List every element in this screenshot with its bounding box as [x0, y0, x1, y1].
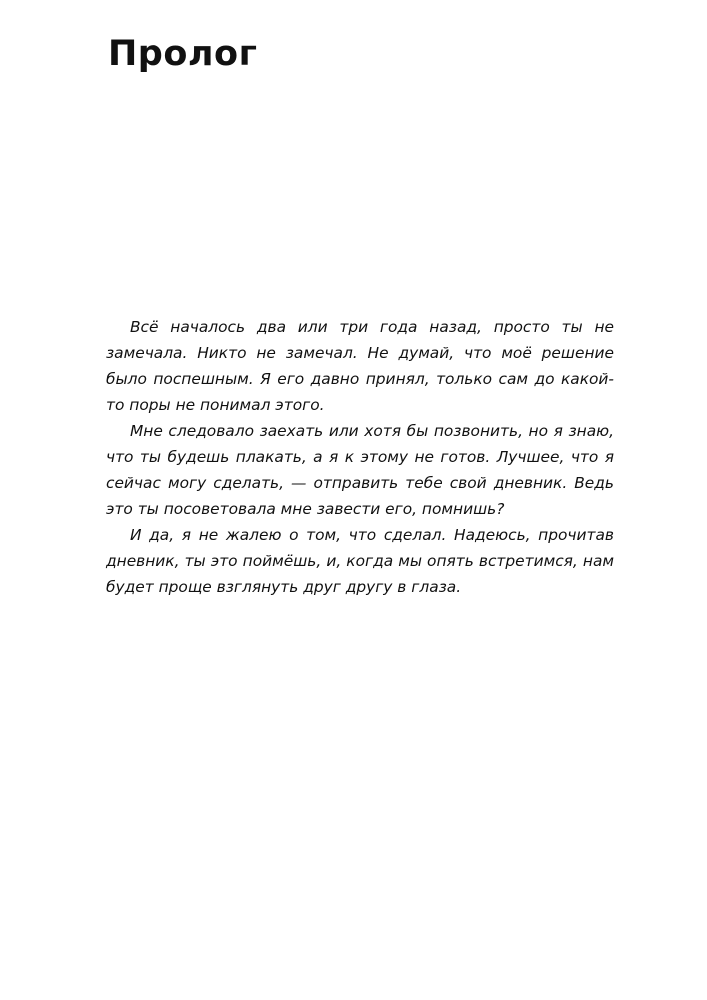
prologue-body	[106, 314, 614, 600]
paragraph-2: Мне следовало заехать или хотя бы позвонить, но я знаю, что ты будешь плакать, а я к этому не готов. Лучшее, что я сейчас могу сделать, — отправить тебе свой дневник. Ведь это ты посоветовала мне завести его, помнишь?	[106, 422, 614, 518]
paragraph-3: И да, я не жалею о том, что сделал. Надеюсь, прочитав дневник, ты это поймёшь, и, когда мы опять встретимся, нам будет проще взглянуть друг другу в глаза.	[106, 526, 614, 596]
chapter-title: Пролог	[108, 34, 258, 74]
paragraph-1: Всё началось два или три года назад, просто ты не замечала. Никто не замечал. Не думай, что моё решение было поспешным. Я его давно принял, только сам до какой-то поры не понимал этого.	[106, 318, 614, 414]
